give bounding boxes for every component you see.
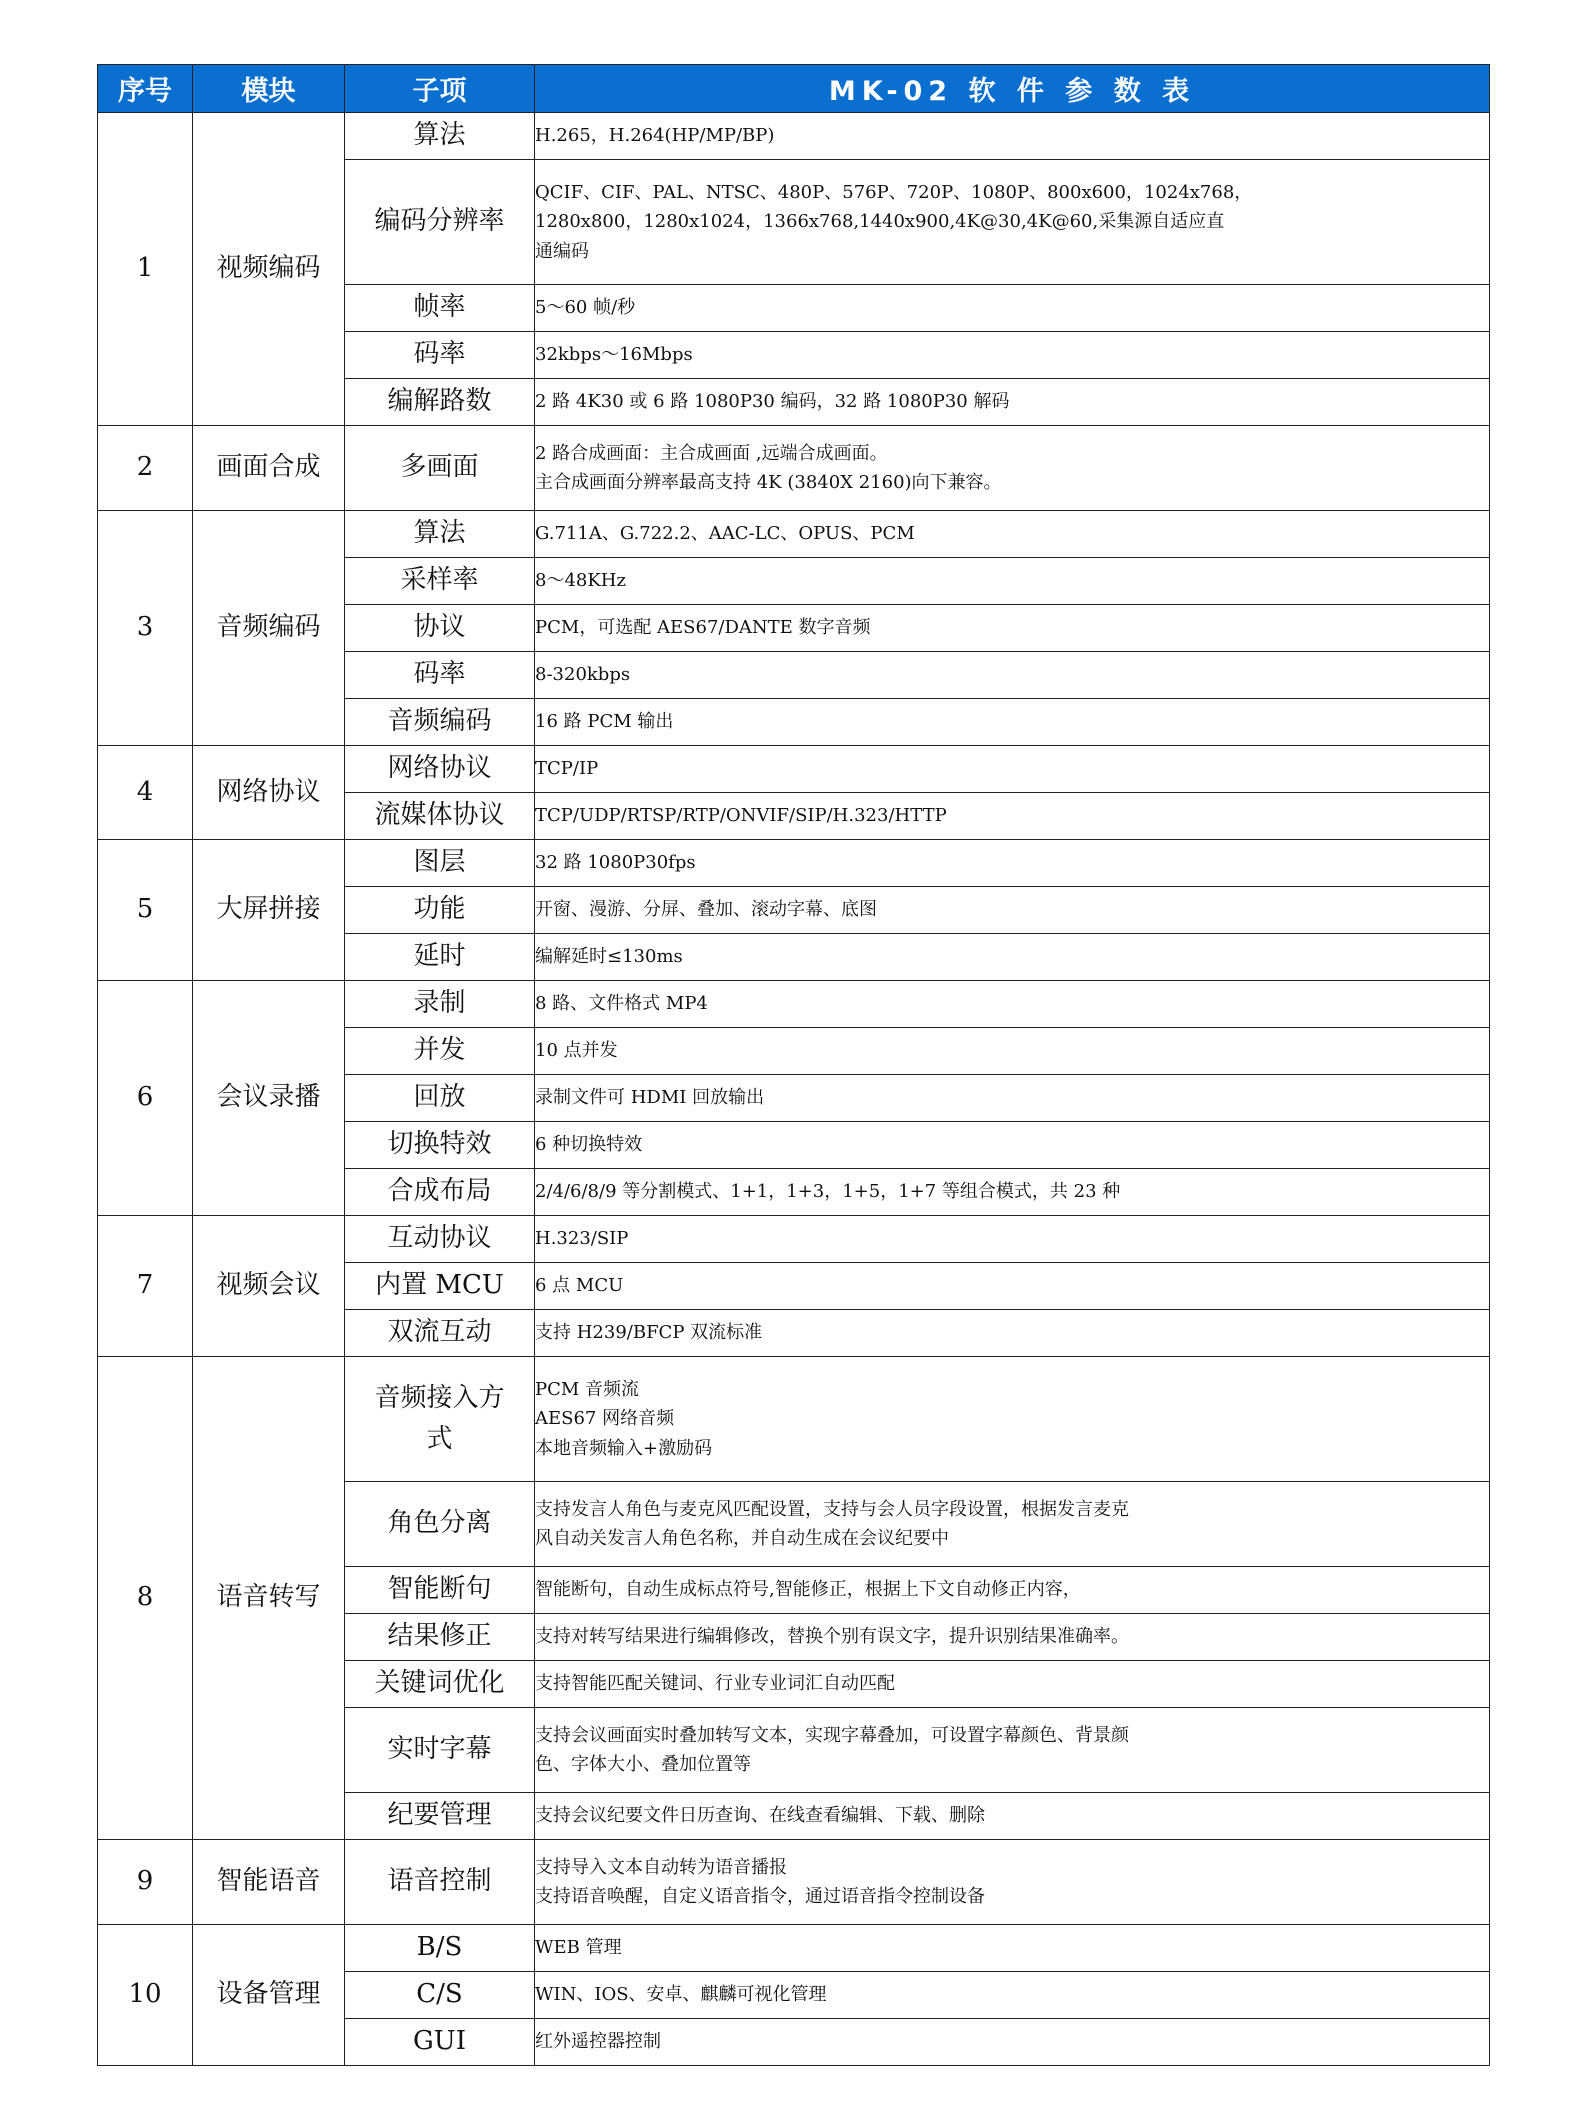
parameter-line: 智能断句，自动生成标点符号,智能修正，根据上下文自动修正内容，	[535, 1579, 1081, 1601]
parameter-line: 录制文件可 HDMI 回放输出	[535, 1087, 765, 1109]
parameter-line: AES67 网络音频	[535, 1408, 675, 1430]
sub-item-label: 协议	[413, 612, 466, 643]
parameter-line: H.323/SIP	[535, 1228, 629, 1250]
group-number: 2	[98, 426, 193, 511]
module-name: 视频编码	[193, 113, 345, 426]
sub-item-label: 回放	[413, 1082, 466, 1113]
parameter-line: PCM 音频流	[535, 1379, 640, 1401]
parameter-cell	[535, 1482, 1490, 1567]
sub-item-label: 延时	[413, 941, 466, 972]
sub-item-label: 音频接入方式	[374, 1382, 505, 1454]
parameter-line: QCIF、CIF、PAL、NTSC、480P、576P、720P、1080P、800x600，1024x768，	[535, 182, 1253, 204]
parameter-cell	[535, 1614, 1490, 1661]
parameter-cell	[535, 746, 1490, 793]
parameter-line: WEB 管理	[535, 1937, 622, 1959]
table-row	[98, 1925, 1490, 1972]
sub-item-label: 互动协议	[387, 1223, 492, 1254]
sub-item	[345, 511, 535, 558]
parameter-cell	[535, 1028, 1490, 1075]
parameter-line: 支持会议纪要文件日历查询、在线查看编辑、下载、删除	[535, 1805, 985, 1827]
parameter-line: 16 路 PCM 输出	[535, 711, 674, 733]
sub-item	[345, 1661, 535, 1708]
sub-item-label: 切换特效	[387, 1129, 492, 1160]
parameter-line: 6 点 MCU	[535, 1275, 624, 1297]
parameter-line: 支持会议画面实时叠加转写文本，实现字幕叠加，可设置字幕颜色、背景颜	[535, 1724, 1129, 1746]
parameter-line: 红外遥控器控制	[535, 2031, 661, 2053]
parameter-line: 支持 H239/BFCP 双流标准	[535, 1322, 763, 1344]
parameter-line: 2/4/6/8/9 等分割模式、1+1，1+3，1+5，1+7 等组合模式，共 23 种	[535, 1181, 1121, 1203]
sub-item-label: 双流互动	[387, 1317, 492, 1348]
module-name: 语音转写	[193, 1357, 345, 1840]
parameter-cell	[535, 113, 1490, 160]
sub-item	[345, 285, 535, 332]
sub-item-label: 网络协议	[387, 753, 492, 784]
parameter-line: 支持对转写结果进行编辑修改，替换个别有误文字，提升识别结果准确率。	[535, 1626, 1129, 1648]
sub-item	[345, 981, 535, 1028]
parameter-line: 8 路、文件格式 MP4	[535, 993, 708, 1015]
sub-item	[345, 934, 535, 981]
sub-item-label: 帧率	[413, 292, 466, 323]
sub-item-label: B/S	[416, 1932, 463, 1963]
sub-item-label: 码率	[413, 339, 466, 370]
sub-item-label: 流媒体协议	[374, 800, 505, 831]
parameter-line: 支持语音唤醒，自定义语音指令，通过语音指令控制设备	[535, 1886, 985, 1907]
sub-item-label: 合成布局	[387, 1176, 492, 1207]
table-row	[98, 840, 1490, 887]
table-body	[98, 113, 1490, 2066]
parameter-cell	[535, 840, 1490, 887]
sub-item-label: 图层	[413, 847, 466, 878]
parameter-line: G.711A、G.722.2、AAC-LC、OPUS、PCM	[535, 523, 915, 545]
sub-item	[345, 1075, 535, 1122]
parameter-cell	[535, 605, 1490, 652]
sub-item	[345, 1028, 535, 1075]
sub-item	[345, 1169, 535, 1216]
parameter-line: 本地音频输入+激励码	[535, 1437, 713, 1459]
table-row	[98, 1216, 1490, 1263]
parameter-line: PCM，可选配 AES67/DANTE 数字音频	[535, 617, 871, 639]
sub-item-label: 角色分离	[387, 1508, 492, 1539]
module-name: 会议录播	[193, 981, 345, 1216]
parameter-line: 编解延时≤130ms	[535, 946, 683, 968]
sub-item	[345, 1793, 535, 1840]
sub-item	[345, 1263, 535, 1310]
sub-item-label: 语音控制	[387, 1866, 492, 1897]
parameter-cell	[535, 332, 1490, 379]
parameter-cell	[535, 887, 1490, 934]
sub-item	[345, 1482, 535, 1567]
header-module: 模块	[193, 65, 345, 113]
parameter-line: 10 点并发	[535, 1040, 618, 1062]
parameter-cell	[535, 285, 1490, 332]
module-name: 设备管理	[193, 1925, 345, 2066]
parameter-cell	[535, 379, 1490, 426]
sub-item	[345, 793, 535, 840]
parameter-cell	[535, 2019, 1490, 2066]
parameter-cell	[535, 1075, 1490, 1122]
parameter-cell	[535, 1169, 1490, 1216]
header-row	[98, 65, 1490, 113]
sub-item	[345, 332, 535, 379]
parameter-line: 支持智能匹配关键词、行业专业词汇自动匹配	[535, 1673, 895, 1695]
header-item: 子项	[345, 65, 535, 113]
sub-item	[345, 1216, 535, 1263]
sub-item	[345, 379, 535, 426]
sub-item	[345, 652, 535, 699]
module-name: 视频会议	[193, 1216, 345, 1357]
parameter-line: TCP/IP	[535, 758, 599, 780]
group-number: 6	[98, 981, 193, 1216]
sub-item	[345, 1840, 535, 1925]
group-number: 4	[98, 746, 193, 840]
sub-item-label: 算法	[413, 518, 466, 549]
sub-item	[345, 1122, 535, 1169]
parameter-line: 主合成画面分辨率最高支持 4K (3840X 2160)向下兼容。	[535, 472, 1002, 493]
parameter-line: TCP/UDP/RTSP/RTP/ONVIF/SIP/H.323/HTTP	[535, 805, 947, 827]
table-row	[98, 1357, 1490, 1482]
sub-item	[345, 1567, 535, 1614]
parameter-cell	[535, 793, 1490, 840]
sub-item	[345, 2019, 535, 2066]
parameter-line: 风自动关发言人角色名称，并自动生成在会议纪要中	[535, 1528, 949, 1549]
parameter-cell	[535, 1972, 1490, 2019]
module-name: 音频编码	[193, 511, 345, 746]
sub-item	[345, 558, 535, 605]
table-row	[98, 981, 1490, 1028]
sub-item-label: 内置 MCU	[375, 1270, 504, 1301]
parameter-line: 5～60 帧/秒	[535, 297, 636, 319]
sub-item-label: GUI	[413, 2026, 466, 2057]
group-number: 3	[98, 511, 193, 746]
parameter-cell	[535, 1567, 1490, 1614]
sub-item	[345, 887, 535, 934]
sub-item-label: 多画面	[400, 452, 479, 483]
parameter-cell	[535, 1263, 1490, 1310]
sub-item-label: 音频编码	[387, 706, 492, 737]
parameter-line: 32 路 1080P30fps	[535, 852, 696, 874]
header-no: 序号	[98, 65, 193, 113]
parameter-line: 支持发言人角色与麦克风匹配设置，支持与会人员字段设置，根据发言麦克	[535, 1498, 1129, 1520]
group-number: 10	[98, 1925, 193, 2066]
group-number: 7	[98, 1216, 193, 1357]
group-number: 1	[98, 113, 193, 426]
table-row	[98, 511, 1490, 558]
sub-item-label: 编解路数	[387, 386, 492, 417]
sub-item-label: 编码分辨率	[374, 206, 505, 237]
parameter-line: 色、字体大小、叠加位置等	[535, 1754, 751, 1775]
parameter-cell	[535, 652, 1490, 699]
parameter-cell	[535, 1840, 1490, 1925]
sub-item	[345, 1614, 535, 1661]
module-name: 大屏拼接	[193, 840, 345, 981]
parameter-line: 6 种切换特效	[535, 1134, 643, 1156]
parameter-cell	[535, 1708, 1490, 1793]
table-row	[98, 1840, 1490, 1925]
sub-item	[345, 840, 535, 887]
parameter-line: 2 路 4K30 或 6 路 1080P30 编码，32 路 1080P30 解码	[535, 391, 1010, 413]
sub-item-label: 并发	[413, 1035, 466, 1066]
parameter-cell	[535, 160, 1490, 285]
parameter-cell	[535, 699, 1490, 746]
parameter-cell	[535, 981, 1490, 1028]
parameter-line: 2 路合成画面：主合成画面 ,远端合成画面。	[535, 442, 888, 464]
parameter-line: 32kbps～16Mbps	[535, 344, 693, 366]
module-name: 网络协议	[193, 746, 345, 840]
parameter-line: 8-320kbps	[535, 664, 631, 686]
group-number: 5	[98, 840, 193, 981]
sub-item	[345, 113, 535, 160]
sub-item-label: 关键词优化	[374, 1668, 505, 1699]
sub-item-label: 智能断句	[387, 1574, 492, 1605]
parameter-cell	[535, 1216, 1490, 1263]
parameter-cell	[535, 1310, 1490, 1357]
sub-item	[345, 426, 535, 511]
parameter-cell	[535, 1357, 1490, 1482]
sub-item	[345, 1972, 535, 2019]
parameter-cell	[535, 1793, 1490, 1840]
sub-item-label: 码率	[413, 659, 466, 690]
sub-item-label: 采样率	[400, 565, 479, 596]
table-row	[98, 426, 1490, 511]
parameter-cell	[535, 558, 1490, 605]
sub-item-label: 纪要管理	[387, 1800, 492, 1831]
sub-item	[345, 1310, 535, 1357]
parameter-cell	[535, 426, 1490, 511]
sub-item-label: 实时字幕	[387, 1734, 492, 1765]
parameter-line: WIN、IOS、安卓、麒麟可视化管理	[535, 1984, 827, 2006]
sub-item	[345, 699, 535, 746]
parameter-line: 支持导入文本自动转为语音播报	[535, 1856, 787, 1878]
sub-item-label: 录制	[413, 988, 466, 1019]
group-number: 8	[98, 1357, 193, 1840]
sub-item	[345, 605, 535, 652]
parameter-cell	[535, 1925, 1490, 1972]
sub-item	[345, 746, 535, 793]
parameter-cell	[535, 934, 1490, 981]
table-row	[98, 113, 1490, 160]
parameter-line: 开窗、漫游、分屏、叠加、滚动字幕、底图	[535, 899, 877, 921]
sub-item	[345, 160, 535, 285]
table-row	[98, 746, 1490, 793]
parameter-line: 1280x800，1280x1024，1366x768,1440x900,4K@30,4K@60,采集源自适应直	[535, 211, 1225, 233]
parameter-cell	[535, 1122, 1490, 1169]
sub-item	[345, 1708, 535, 1793]
parameter-cell	[535, 1661, 1490, 1708]
sub-item-label: 功能	[413, 894, 466, 925]
header-title: MK-02 软 件 参 数 表	[535, 65, 1490, 113]
group-number: 9	[98, 1840, 193, 1925]
parameter-line: H.265，H.264(HP/MP/BP)	[535, 125, 775, 147]
spec-table	[97, 64, 1490, 2066]
sub-item-label: 结果修正	[387, 1621, 492, 1652]
sub-item-label: 算法	[413, 120, 466, 151]
parameter-line: 通编码	[535, 240, 589, 262]
module-name: 画面合成	[193, 426, 345, 511]
sub-item	[345, 1357, 535, 1482]
module-name: 智能语音	[193, 1840, 345, 1925]
parameter-line: 8～48KHz	[535, 570, 626, 592]
sub-item-label: C/S	[416, 1979, 463, 2010]
parameter-cell	[535, 511, 1490, 558]
sub-item	[345, 1925, 535, 1972]
